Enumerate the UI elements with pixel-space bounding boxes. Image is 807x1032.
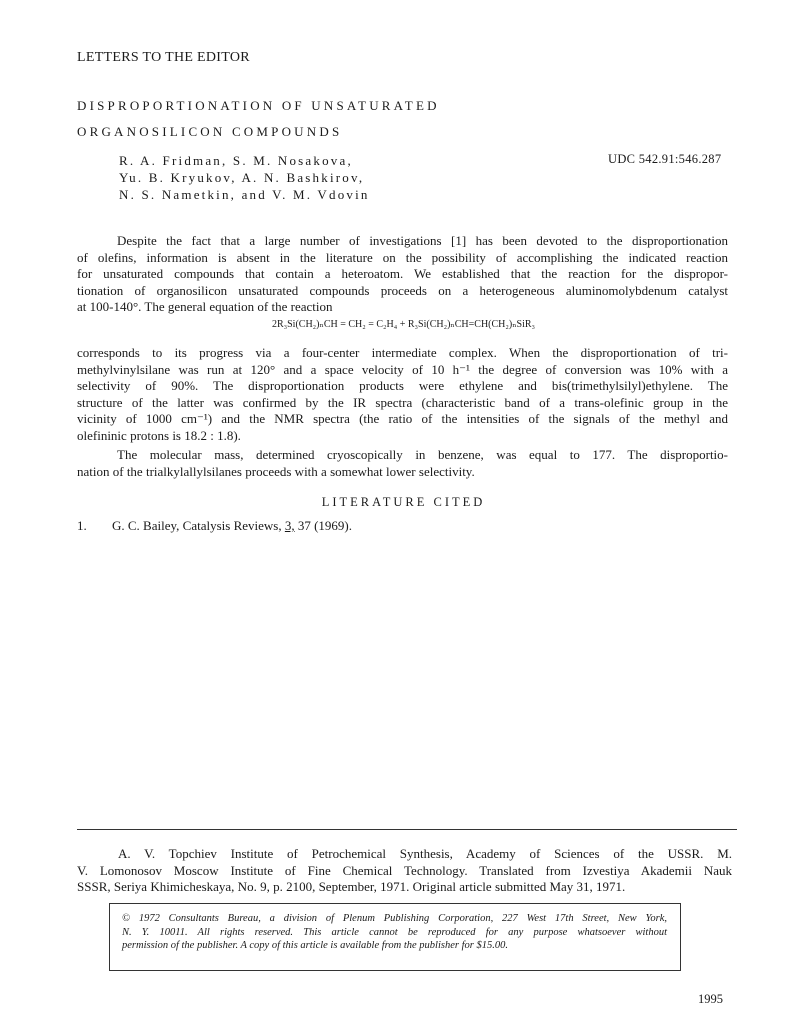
paragraph-line: for unsaturated compounds that contain a heteroatom. We established that the reaction for the dispropor- <box>77 266 728 281</box>
reference-pages-year: 37 (1969). <box>294 518 353 533</box>
copyright-line: © 1972 Consultants Bureau, a division of Plenum Publishing Corporation, 227 West 17th Street, New York, <box>122 913 667 924</box>
udc-code: UDC 542.91:546.287 <box>608 152 722 166</box>
reference-volume: 3, <box>284 518 295 533</box>
reference-text: G. C. Bailey, Catalysis Reviews, <box>112 518 285 533</box>
copyright-line: N. Y. 10011. All rights reserved. This article cannot be reproduced for any purpose whatsoever without <box>122 926 667 938</box>
affiliation-footnote <box>77 846 732 896</box>
paragraph-line: at 100-140°. The general equation of the reaction <box>77 299 333 314</box>
body-paragraph-2 <box>77 345 728 444</box>
paragraph-line: tionation of organosilicon unsaturated compounds proceeds on a heterogeneous aluminomolybdenum catalyst <box>77 282 728 298</box>
literature-cited-heading: LITERATURE CITED <box>321 495 486 509</box>
paragraph-line: Despite the fact that a large number of investigations [1] has been devoted to the disproportionation <box>117 233 728 248</box>
paragraph-line: of olefins, information is absent in the literature on the possibility of accomplishing the indicated reaction <box>77 249 728 265</box>
paragraph-line: olefininic protons is 18.2 : 1.8). <box>77 427 241 443</box>
body-paragraph-1 <box>77 233 728 316</box>
author-line: R. A. Fridman, S. M. Nosakova, <box>119 153 353 168</box>
footnote-line: V. Lomonosov Moscow Institute of Fine Chemical Technology. Translated from Izvestiya Akademii Nauk <box>77 862 732 878</box>
page-number: 1995 <box>698 992 723 1006</box>
reaction-equation: 2R₃Si(CH₂)ₙCH = CH₂ = C₂H₄ + R₃Si(CH₂)ₙCH=CH(CH₂)ₙSiR₃ <box>271 319 536 330</box>
footnote-line: SSSR, Seriya Khimicheskaya, No. 9, p. 2100, September, 1971. Original article submitted May 31, 1971. <box>77 879 626 894</box>
paragraph-line: corresponds to its progress via a four-center intermediate complex. When the disproportionation of tri- <box>77 345 728 360</box>
paragraph-line: vicinity of 1000 cm⁻¹) and the NMR spectra (the ratio of the intensities of the signals of the methyl and <box>77 411 728 426</box>
reference-item <box>77 518 352 534</box>
article-title-line-1: DISPROPORTIONATION OF UNSATURATED <box>77 98 440 113</box>
section-heading: LETTERS TO THE EDITOR <box>77 50 250 65</box>
paragraph-line: structure of the latter was confirmed by the IR spectra (characteristic band of a trans-olefinic group in the <box>77 394 728 410</box>
author-line: N. S. Nametkin, and V. M. Vdovin <box>119 187 370 202</box>
paragraph-line: nation of the trialkylallylsilanes proceeds with a somewhat lower selectivity. <box>77 463 475 479</box>
copyright-box <box>109 903 681 971</box>
author-line: Yu. B. Kryukov, A. N. Bashkirov, <box>119 170 365 185</box>
body-paragraph-3 <box>77 447 728 480</box>
reference-number: 1. <box>77 518 87 533</box>
paragraph-line: selectivity of 90%. The disproportionation products were ethylene and bis(trimethylsilyl)ethylene. The <box>77 378 728 393</box>
article-title-line-2: ORGANOSILICON COMPOUNDS <box>77 124 343 139</box>
copyright-line: permission of the publisher. A copy of this article is available from the publisher for $15.00. <box>122 940 508 951</box>
paragraph-line: The molecular mass, determined cryoscopically in benzene, was equal to 177. The disproportio- <box>117 447 728 462</box>
paragraph-line: methylvinylsilane was run at 120° and a space velocity of 10 h⁻¹ the degree of conversion was 10% with a <box>77 361 728 377</box>
footnote-divider <box>77 829 737 830</box>
copyright-notice <box>122 912 667 953</box>
footnote-line: A. V. Topchiev Institute of Petrochemical Synthesis, Academy of Sciences of the USSR. M. <box>118 846 732 861</box>
author-list <box>119 152 370 203</box>
